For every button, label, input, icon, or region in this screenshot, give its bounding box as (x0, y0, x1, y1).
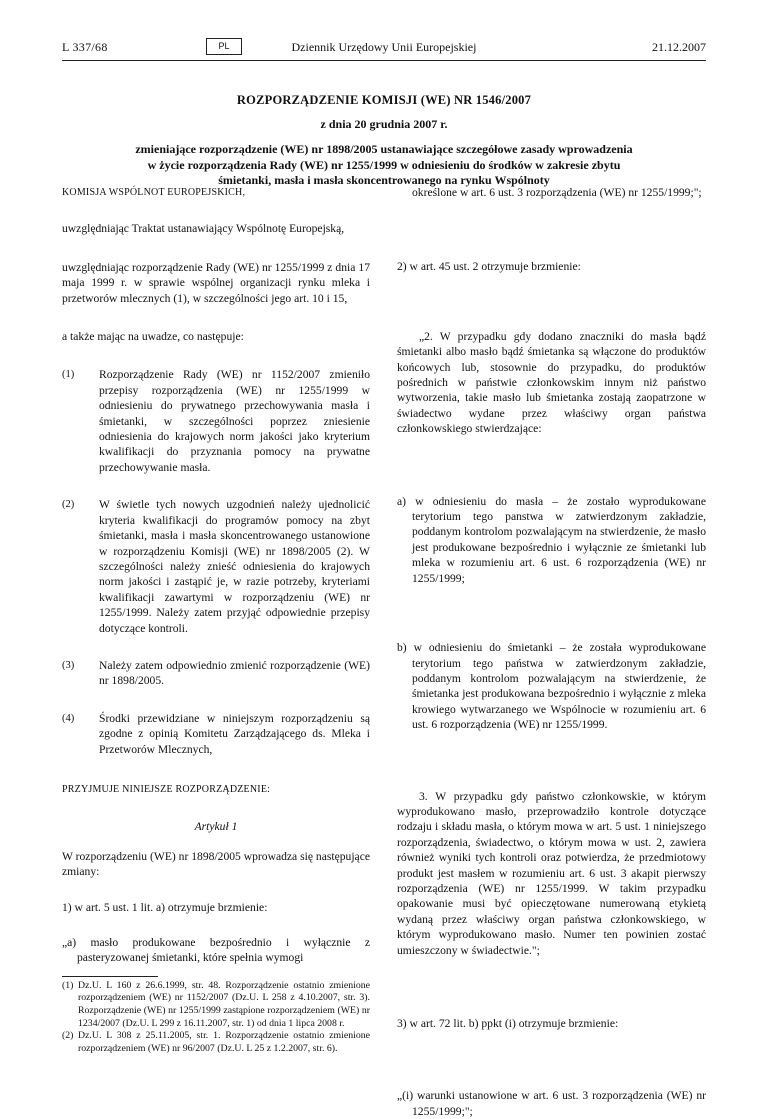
journal-title: Dziennik Urzędowy Unii Europejskiej (291, 40, 477, 54)
amendment-3: 3) w art. 72 lit. b) ppkt (i) otrzymuje brzmienie: (397, 1017, 619, 1030)
having-regard-treaty: uwzględniając Traktat ustanawiający Wspólnotę Europejską, (62, 222, 345, 236)
having-regard-regulation: uwzględniając rozporządzenie Rady (WE) nr 1255/1999 z dnia 17 maja 1999 r. w sprawie wspólnej organizacji rynku mleka i przetworów mlecznych (1), w szczególności jego art. 10 i 15, (62, 260, 370, 305)
regulation-number: ROZPORZĄDZENIE KOMISJI (WE) NR 1546/2007 (236, 93, 532, 107)
recital (62, 658, 370, 689)
recital-text: W świetle tych nowych uzgodnień należy ujednolicić kryteria kwalifikacji do programów pomocy na zbyt śmietanki, masła i masła skoncentrowanego ustanowione w rozporządzeniu Komisji (WE) nr 1898/2005 (2). W szczególności należy znieść odniesienia do krajowych norm jakości i zastąpić je, w razie potrzeby, kryteriami kwalifikacji zawartymi w rozporządzeniu (WE) nr 1255/1999. Należy zatem przyjąć odpowiednie przepisy dotyczące kontroli. (99, 498, 370, 635)
point-a: a) w odniesieniu do masła – że zostało wyprodukowane terytorium tego panstwa w zatwierdzonym zakładzie, poddanym kontrolom pozwalającym na stwierdzenie, że masło jest produkowane bezpośrednio i wyłącznie ze śmietanki lub mleka w rozumieniu art. 6 ust. 6 rozporządzenia (WE) nr 1255/1999; (397, 494, 706, 585)
recital-number: (3) (62, 659, 75, 671)
page-reference: L 337/68 (62, 40, 108, 54)
footnote (62, 1030, 370, 1055)
amendment-1-continuation: określone w art. 6 ust. 3 rozporządzenia (WE) nr 1255/1999;"; (412, 186, 702, 199)
amendment-2-paragraph-3: 3. W przypadku gdy państwo członkowskie, w którym wyprodukowano masło, przeprowadziło kontrole dotyczące rodzaju i składu masła, o którym mowa w art. 5 ust. 1 niniejszego rozporządzenia, świadectwo, o którym mowa w ust. 2, zawiera również wyniki tych kontroli oraz potwierdza, że przedmiotowy produkt jest masłem w rozumieniu art. 6 ust. 3 akapit pierwszy rozporządzenia (WE) nr 1255/1999. W takim przypadku opakowanie musi być opieczętowane numerowaną etykietą wydaną przez właściwy organ państwa członkowskiego, w którym wyprodukowano masło. Numer ten powinien zostać umieszczony w świadectwie."; (397, 789, 706, 957)
page-header (62, 38, 706, 58)
article-intro: W rozporządzeniu (WE) nr 1898/2005 wprowadza się następujące zmiany: (62, 849, 370, 879)
recital-text: Należy zatem odpowiednio zmienić rozporządzenie (WE) nr 1898/2005. (99, 658, 370, 688)
regulation-date: z dnia 20 grudnia 2007 r. (320, 117, 448, 131)
right-column (397, 185, 706, 1119)
document-title (62, 93, 706, 189)
subject-line-1: zmieniające rozporządzenie (WE) nr 1898/2005 ustanawiające szczegółowe zasady wprowadzenia (135, 142, 633, 156)
footnote-mark: (1) (62, 979, 74, 991)
amendment-1: 1) w art. 5 ust. 1 lit. a) otrzymuje brzmienie: (62, 900, 268, 914)
amendment-2: 2) w art. 45 ust. 2 otrzymuje brzmienie: (397, 260, 581, 274)
recital (62, 711, 370, 757)
recital-text: Rozporządzenie Rady (WE) nr 1152/2007 zmieniło przepisy rozporządzenia (WE) nr 1255/1999 w odniesieniu do prywatnego przechowywania masła i śmietanki, w szczególności poprzez zniesienie odniesienia do krajowych norm jakości jako kryterium kwalifikacji do przyznania pomocy na prywatne przechowywanie masła. (99, 368, 370, 474)
recital-number: (1) (62, 369, 75, 381)
footnote-text: Dz.U. L 160 z 26.6.1999, str. 48. Rozporządzenie ostatnio zmienione rozporządzeniem (WE) nr 1152/2007 (Dz.U. L 258 z 4.10.2007, str. 3). Rozporządzenie (WE) nr 1255/1999 zastąpione rozporządzeniem (WE) nr 1234/2007 (Dz.U. L 299 z 16.11.2007, str. 1) od dnia 1 lipca 2008 r. (78, 979, 370, 1029)
recital-number: (2) (62, 499, 75, 511)
footnote-rule (62, 976, 158, 977)
footnote (62, 980, 370, 1030)
header-rule (62, 60, 706, 61)
recital-text: Środki przewidziane w niniejszym rozporządzeniu są zgodne z opinią Komitetu Zarządzającego ds. Mleka i Przetworów Mlecznych, (99, 711, 370, 756)
regulation-subject (62, 142, 706, 189)
recital (62, 367, 370, 475)
amendment-2-paragraph-2: „2. W przypadku gdy dodano znaczniki do masła bądź śmietanki albo masło bądź śmietanka są włączone do produktów końcowych lub, stosownie do przypadku, do produktów pośrednich w państwie członkowskim innym niż państwo wytworzenia, takie masło lub śmietanka zostają zaopatrzone w świadectwo wydane przez właściwy organ państwa członkowskiego stwierdzające: (397, 329, 706, 436)
amendment-3-quote: „(i) warunki ustanowione w art. 6 ust. 3 rozporządzenia (WE) nr 1255/1999;"; (397, 1089, 706, 1118)
whereas-intro: a także mając na uwadze, co następuje: (62, 330, 244, 344)
subject-line-3: śmietanki, masła i masła skoncentrowanego na rynku Wspólnoty (218, 173, 550, 187)
publication-date: 21.12.2007 (652, 40, 706, 54)
subject-line-2: w życie rozporządzenia Rady (WE) nr 1255/1999 w odniesieniu do środków w zakresie zbytu (147, 157, 621, 172)
footnote-text: Dz.U. L 308 z 25.11.2005, str. 1. Rozporządzenie ostatnio zmienione rozporządzeniem (WE) nr 96/2007 (Dz.U. L 25 z 1.2.2007, str. 6). (78, 1030, 370, 1054)
amendment-1-quote: „a) masło produkowane bezpośrednio i wyłącznie z pasteryzowanej śmietanki, które spełnia wymogi (62, 936, 370, 965)
enacting-formula: PRZYJMUJE NINIEJSZE ROZPORZĄDZENIE: (62, 783, 271, 795)
issuer: KOMISJA WSPÓLNOT EUROPEJSKICH, (62, 187, 246, 198)
left-column (62, 185, 370, 1055)
footnote-mark: (2) (62, 1030, 74, 1042)
point-b: b) w odniesieniu do śmietanki – że została wyprodukowane terytorium tego państwa w zatwierdzonym zakładzie, poddanym kontrolom pozwalającym na stwierdzenie, że śmietanka jest produkowana bezpośrednio i wyłącznie z mleka krowiego wytwarzanego we Wspólnocie w rozumieniu art. 6 ust. 6 rozporządzenia (WE) nr 1255/1999. (397, 641, 706, 732)
recital (62, 497, 370, 636)
language-badge: PL (206, 38, 242, 55)
article-heading: Artykuł 1 (194, 820, 238, 834)
recital-number: (4) (62, 712, 75, 724)
